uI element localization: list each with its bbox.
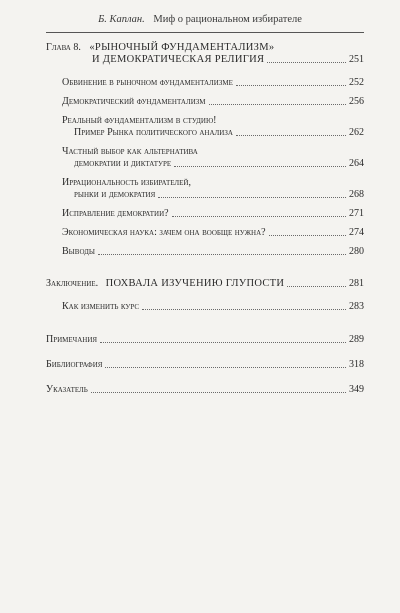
page-number: 289	[349, 334, 364, 345]
toc-conclusion	[46, 278, 364, 290]
page-number: 281	[349, 278, 364, 289]
toc-bibliography	[46, 359, 364, 371]
entry-label: Указатель	[46, 384, 88, 395]
page-number: 262	[349, 127, 364, 138]
page-number: 268	[349, 189, 364, 200]
entry-label-line2: демократии и диктатуре	[74, 158, 172, 169]
page-number: 283	[349, 301, 364, 312]
entry-label: Библиография	[46, 359, 103, 370]
toc-entry	[62, 146, 364, 170]
entry-label-line2: рынки и демократия	[74, 189, 156, 200]
chapter-title-line1: «РЫНОЧНЫЙ ФУНДАМЕНТАЛИЗМ»	[89, 42, 275, 53]
entry-label: Демократический фундаментализм	[62, 96, 206, 107]
page-number: 318	[349, 359, 364, 370]
chapter-label: Глава 8.	[46, 42, 81, 53]
toc-entry	[46, 301, 364, 313]
page-number: 251	[349, 54, 364, 65]
leader-dots	[269, 235, 346, 236]
leader-dots	[209, 104, 347, 105]
leader-dots	[174, 166, 346, 167]
leader-dots	[98, 254, 346, 255]
chapter-title-line2: И ДЕМОКРАТИЧЕСКАЯ РЕЛИГИЯ	[92, 54, 265, 65]
entry-label: Выводы	[62, 246, 96, 257]
leader-dots	[91, 392, 346, 393]
toc-entry	[62, 96, 364, 108]
header-rule	[46, 32, 364, 33]
header-title: Миф о рациональном избирателе	[153, 14, 302, 25]
leader-dots	[287, 286, 346, 287]
toc-entry	[62, 177, 364, 201]
page-number: 271	[349, 208, 364, 219]
entry-label-line1: Иррациональность избирателей,	[62, 177, 191, 188]
toc-index	[46, 384, 364, 396]
toc-entry	[62, 246, 364, 258]
entry-label-line1: Реальный фундаментализм в студию!	[62, 115, 217, 126]
toc-entry	[62, 227, 364, 239]
page-number: 256	[349, 96, 364, 107]
leader-dots	[267, 62, 346, 63]
entry-label: Исправление демократии?	[62, 208, 169, 219]
leader-dots	[236, 135, 346, 136]
page-number: 264	[349, 158, 364, 169]
entry-label: Как изменить курс	[62, 301, 139, 312]
running-header	[0, 14, 400, 25]
leader-dots	[105, 367, 346, 368]
conclusion-title: ПОХВАЛА ИЗУЧЕНИЮ ГЛУПОСТИ	[105, 278, 285, 289]
header-author: Б. Каплан.	[98, 14, 145, 25]
entry-label: Экономическая наука: зачем она вообще нужна?	[62, 227, 266, 238]
page-number: 349	[349, 384, 364, 395]
entry-label-line2: Пример Рынка политического анализа	[74, 127, 233, 138]
toc-entry	[62, 115, 364, 139]
leader-dots	[172, 216, 346, 217]
chapter-8-sections	[46, 77, 364, 258]
toc-chapter-8	[46, 42, 364, 66]
page-number: 252	[349, 77, 364, 88]
toc-entry	[62, 208, 364, 220]
entry-label: Примечания	[46, 334, 98, 345]
page-number: 280	[349, 246, 364, 257]
leader-dots	[100, 342, 346, 343]
leader-dots	[236, 85, 346, 86]
toc-entry	[62, 77, 364, 89]
table-of-contents	[46, 42, 364, 396]
leader-dots	[142, 309, 346, 310]
conclusion-label: Заключение.	[46, 278, 99, 289]
toc-notes	[46, 334, 364, 346]
entry-label: Обвинение в рыночном фундаментализме	[62, 77, 233, 88]
leader-dots	[158, 197, 346, 198]
page-number: 274	[349, 227, 364, 238]
entry-label-line1: Частный выбор как альтернатива	[62, 146, 198, 157]
